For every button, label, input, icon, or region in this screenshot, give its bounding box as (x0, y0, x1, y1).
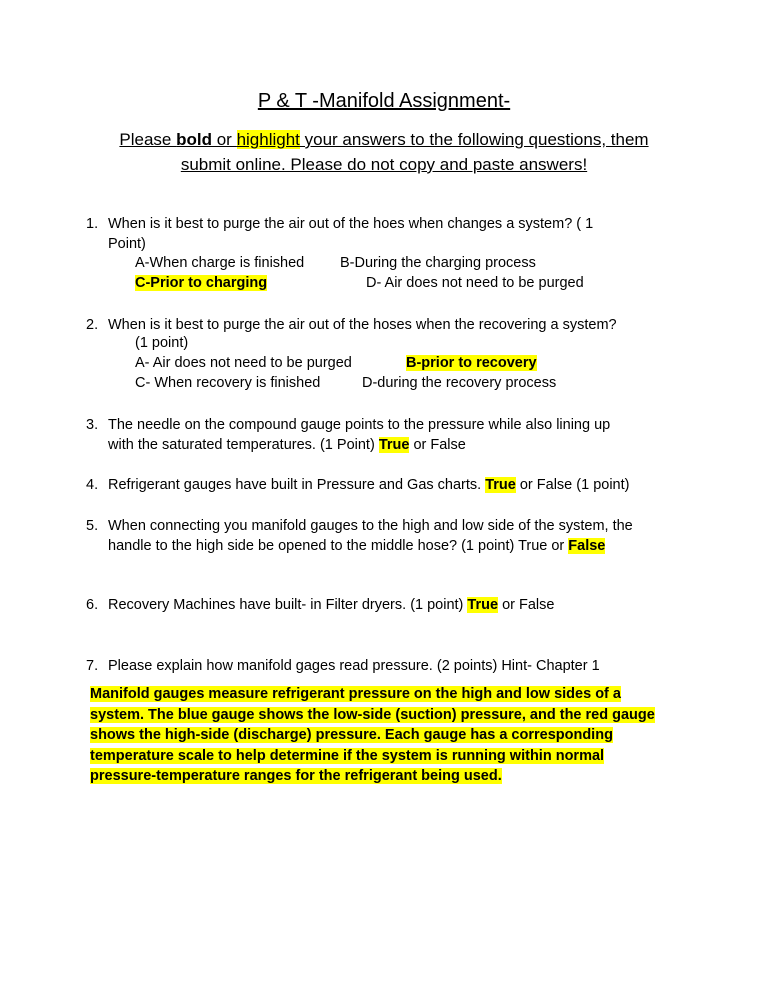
answer-highlight: False (568, 538, 606, 554)
instructions-text-line2: submit online. Please do not copy and paste answers! (180, 155, 588, 174)
answer-line: Manifold gauges measure refrigerant pressure on the high and low sides of a (90, 686, 621, 702)
question-text (108, 595, 554, 615)
question-text: with the saturated temperatures. (1 Point) (108, 437, 379, 453)
question-text: The needle on the compound gauge points to the pressure while also lining up (108, 417, 611, 433)
answer-highlight: C-Prior to charging (135, 275, 268, 291)
q2-option-d: D-during the recovery process (362, 375, 557, 391)
instructions (70, 127, 698, 177)
question-2 (86, 315, 617, 335)
question-number: 7. (86, 658, 99, 674)
answer-highlight: True (378, 437, 410, 453)
instructions-bold-word: bold (176, 130, 212, 149)
question-text: When is it best to purge the air out of the hoes when changes a system? ( 1 (108, 216, 594, 232)
question-number: 5. (86, 518, 99, 534)
question-5 (86, 516, 633, 556)
instructions-text: your answers to the following questions, them (299, 130, 649, 149)
answer-highlight: True (467, 597, 499, 613)
q2-option-c: C- When recovery is finished (135, 375, 321, 391)
question-text (108, 475, 629, 495)
q2-option-b-answer (406, 355, 537, 371)
instructions-text: Please (119, 130, 177, 149)
question-text: Point) (108, 236, 146, 252)
answer-line: pressure-temperature ranges for the refrigerant being used. (90, 768, 502, 784)
instructions-highlight-word: highlight (236, 130, 300, 149)
question-text: When connecting you manifold gauges to the high and low side of the system, the (108, 518, 633, 534)
answer-highlight: True (485, 477, 516, 493)
question-text: Refrigerant gauges have built in Pressure and Gas charts. (108, 477, 486, 493)
question-text: Please explain how manifold gages read pressure. (2 points) Hint- Chapter 1 (108, 658, 600, 674)
question-number: 6. (86, 597, 99, 613)
q1-option-d: D- Air does not need to be purged (366, 275, 584, 291)
q2-points: (1 point) (135, 335, 189, 351)
question-text: or False (409, 437, 466, 453)
question-text: or False (1 point) (515, 477, 630, 493)
question-text: When is it best to purge the air out of the hoses when the recovering a system? (108, 317, 617, 333)
question-text: or False (498, 597, 555, 613)
question-text: Recovery Machines have built- in Filter dryers. (1 point) (108, 597, 468, 613)
question-number: 4. (86, 477, 99, 493)
question-4 (86, 475, 630, 495)
q2-option-a: A- Air does not need to be purged (135, 355, 352, 371)
answer-line: shows the high-side (discharge) pressure. Each gauge has a corresponding (90, 727, 613, 743)
question-number: 1. (86, 216, 99, 232)
q1-option-c-answer (135, 275, 267, 291)
instructions-text: or (212, 130, 237, 149)
question-7 (86, 656, 600, 676)
q1-option-a: A-When charge is finished (135, 255, 305, 271)
document-title: P & T -Manifold Assignment- (257, 90, 511, 112)
question-text-line2 (108, 536, 633, 556)
question-number: 3. (86, 417, 99, 433)
question-6 (86, 595, 555, 615)
question-number: 2. (86, 317, 99, 333)
q1-option-b: B-During the charging process (340, 255, 536, 271)
question-1 (86, 214, 594, 254)
question-text-line2 (108, 435, 610, 455)
answer-line: temperature scale to help determine if the system is running within normal (90, 747, 605, 764)
answer-7-paragraph (90, 684, 690, 787)
question-text: handle to the high side be opened to the middle hose? (1 point) True or (108, 538, 569, 554)
answer-line: system. The blue gauge shows the low-side (suction) pressure, and the red gauge (90, 706, 655, 723)
question-3 (86, 415, 611, 455)
answer-highlight: B-prior to recovery (406, 355, 537, 371)
